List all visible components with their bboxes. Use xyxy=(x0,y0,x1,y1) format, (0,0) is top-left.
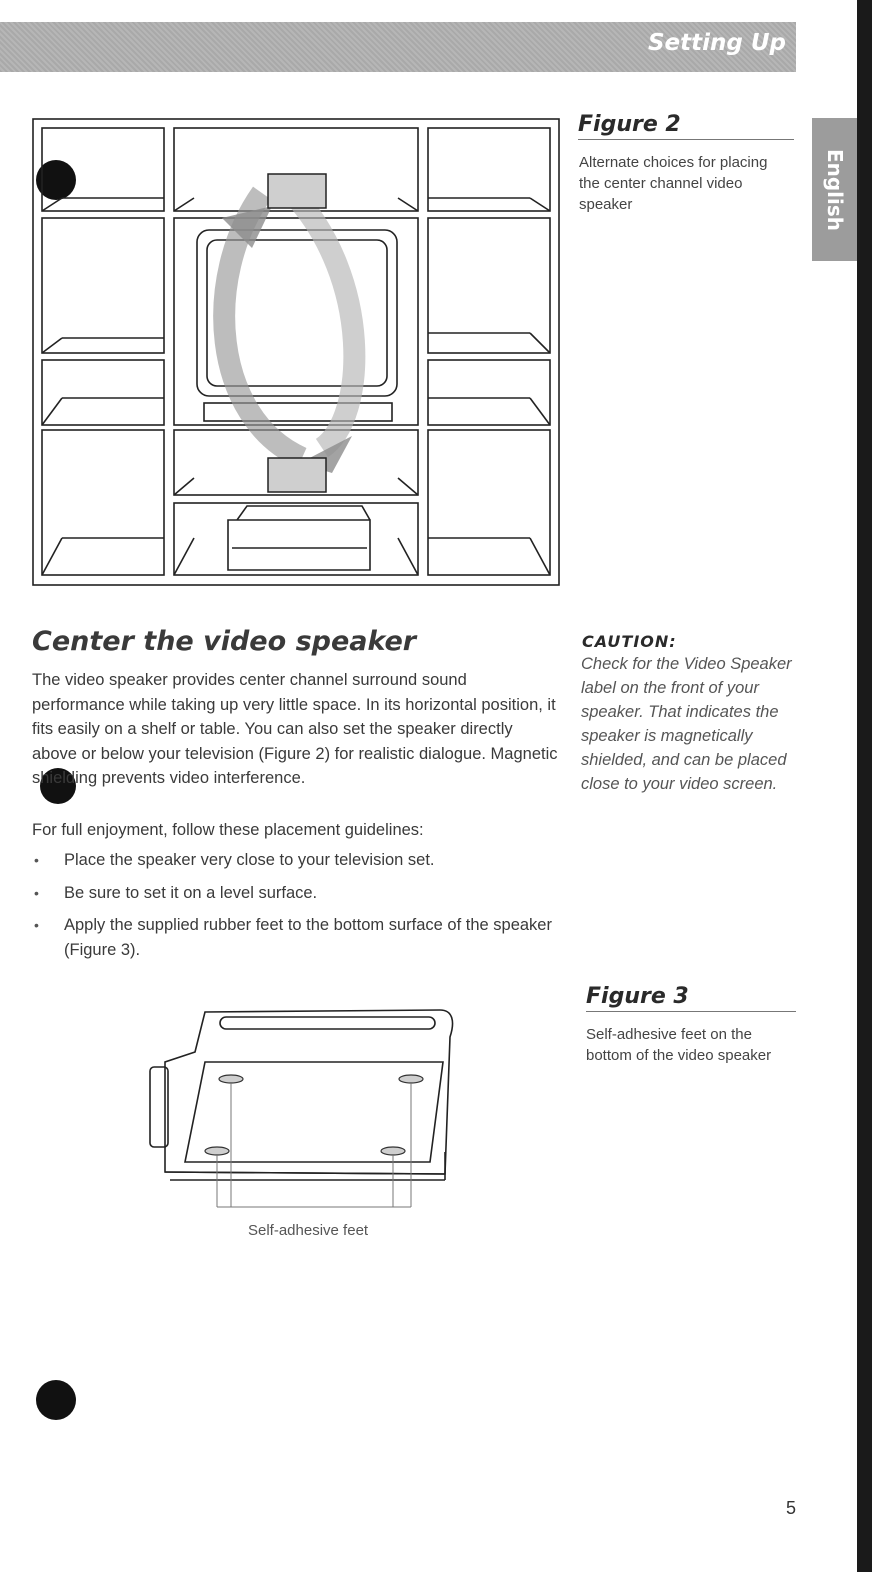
page-edge xyxy=(857,0,872,1572)
binder-hole xyxy=(36,1380,76,1420)
figure3-caption: Self-adhesive feet on the bottom of the video speaker xyxy=(586,1026,772,1064)
shelf-cell xyxy=(428,360,550,425)
figure2-caption: Alternate choices for placing the center channel video speaker xyxy=(579,154,768,213)
shelf-cell xyxy=(174,503,418,575)
language-tab-label: English xyxy=(823,148,847,231)
caution-title: CAUTION: xyxy=(582,632,677,651)
header-title: Setting Up xyxy=(647,30,786,56)
figure3-illustration xyxy=(145,1002,465,1217)
rubber-foot xyxy=(219,1075,243,1083)
language-tab xyxy=(812,118,858,261)
caution-text: Check for the Video Speaker label on the front of your speaker. That indicates the speaker is magnetically shielded, and can be placed close to your video screen. xyxy=(581,655,792,793)
header-bar xyxy=(0,22,796,72)
rubber-foot xyxy=(399,1075,423,1083)
tv-base xyxy=(204,403,392,421)
shelf-cell xyxy=(42,218,164,353)
rubber-foot xyxy=(381,1147,405,1155)
section-paragraph: The video speaker provides center channel surround sound performance while taking up very little space. In its horizontal position, it fits easily on a shelf or table. You can also set the speaker directly above or below your television (Figure 2) for realistic dialogue. Magnetic shielding prevents video interference. xyxy=(32,671,558,787)
section-title: Center the video speaker xyxy=(32,626,417,657)
figure3-heading: Figure 3 xyxy=(586,984,796,1012)
speaker-top xyxy=(268,174,326,208)
shelf-cell xyxy=(428,430,550,575)
shelf-cell xyxy=(42,360,164,425)
page-number: 5 xyxy=(786,1498,797,1518)
list-item: • Place the speaker very close to your television set. xyxy=(32,848,552,873)
section-paragraph: For full enjoyment, follow these placement guidelines: xyxy=(32,821,424,839)
figure3-callout-label: Self-adhesive feet xyxy=(248,1222,369,1239)
rubber-foot xyxy=(205,1147,229,1155)
figure2-illustration xyxy=(32,118,562,590)
placement-guidelines-list xyxy=(32,848,552,970)
list-item: • Apply the supplied rubber feet to the bottom surface of the speaker (Figure 3). xyxy=(32,913,552,962)
list-item: • Be sure to set it on a level surface. xyxy=(32,881,552,906)
shelf-cell xyxy=(42,430,164,575)
speaker-bottom xyxy=(268,458,326,492)
tv-bay xyxy=(174,218,418,425)
figure2-heading: Figure 2 xyxy=(578,112,794,140)
vcr xyxy=(228,506,370,570)
